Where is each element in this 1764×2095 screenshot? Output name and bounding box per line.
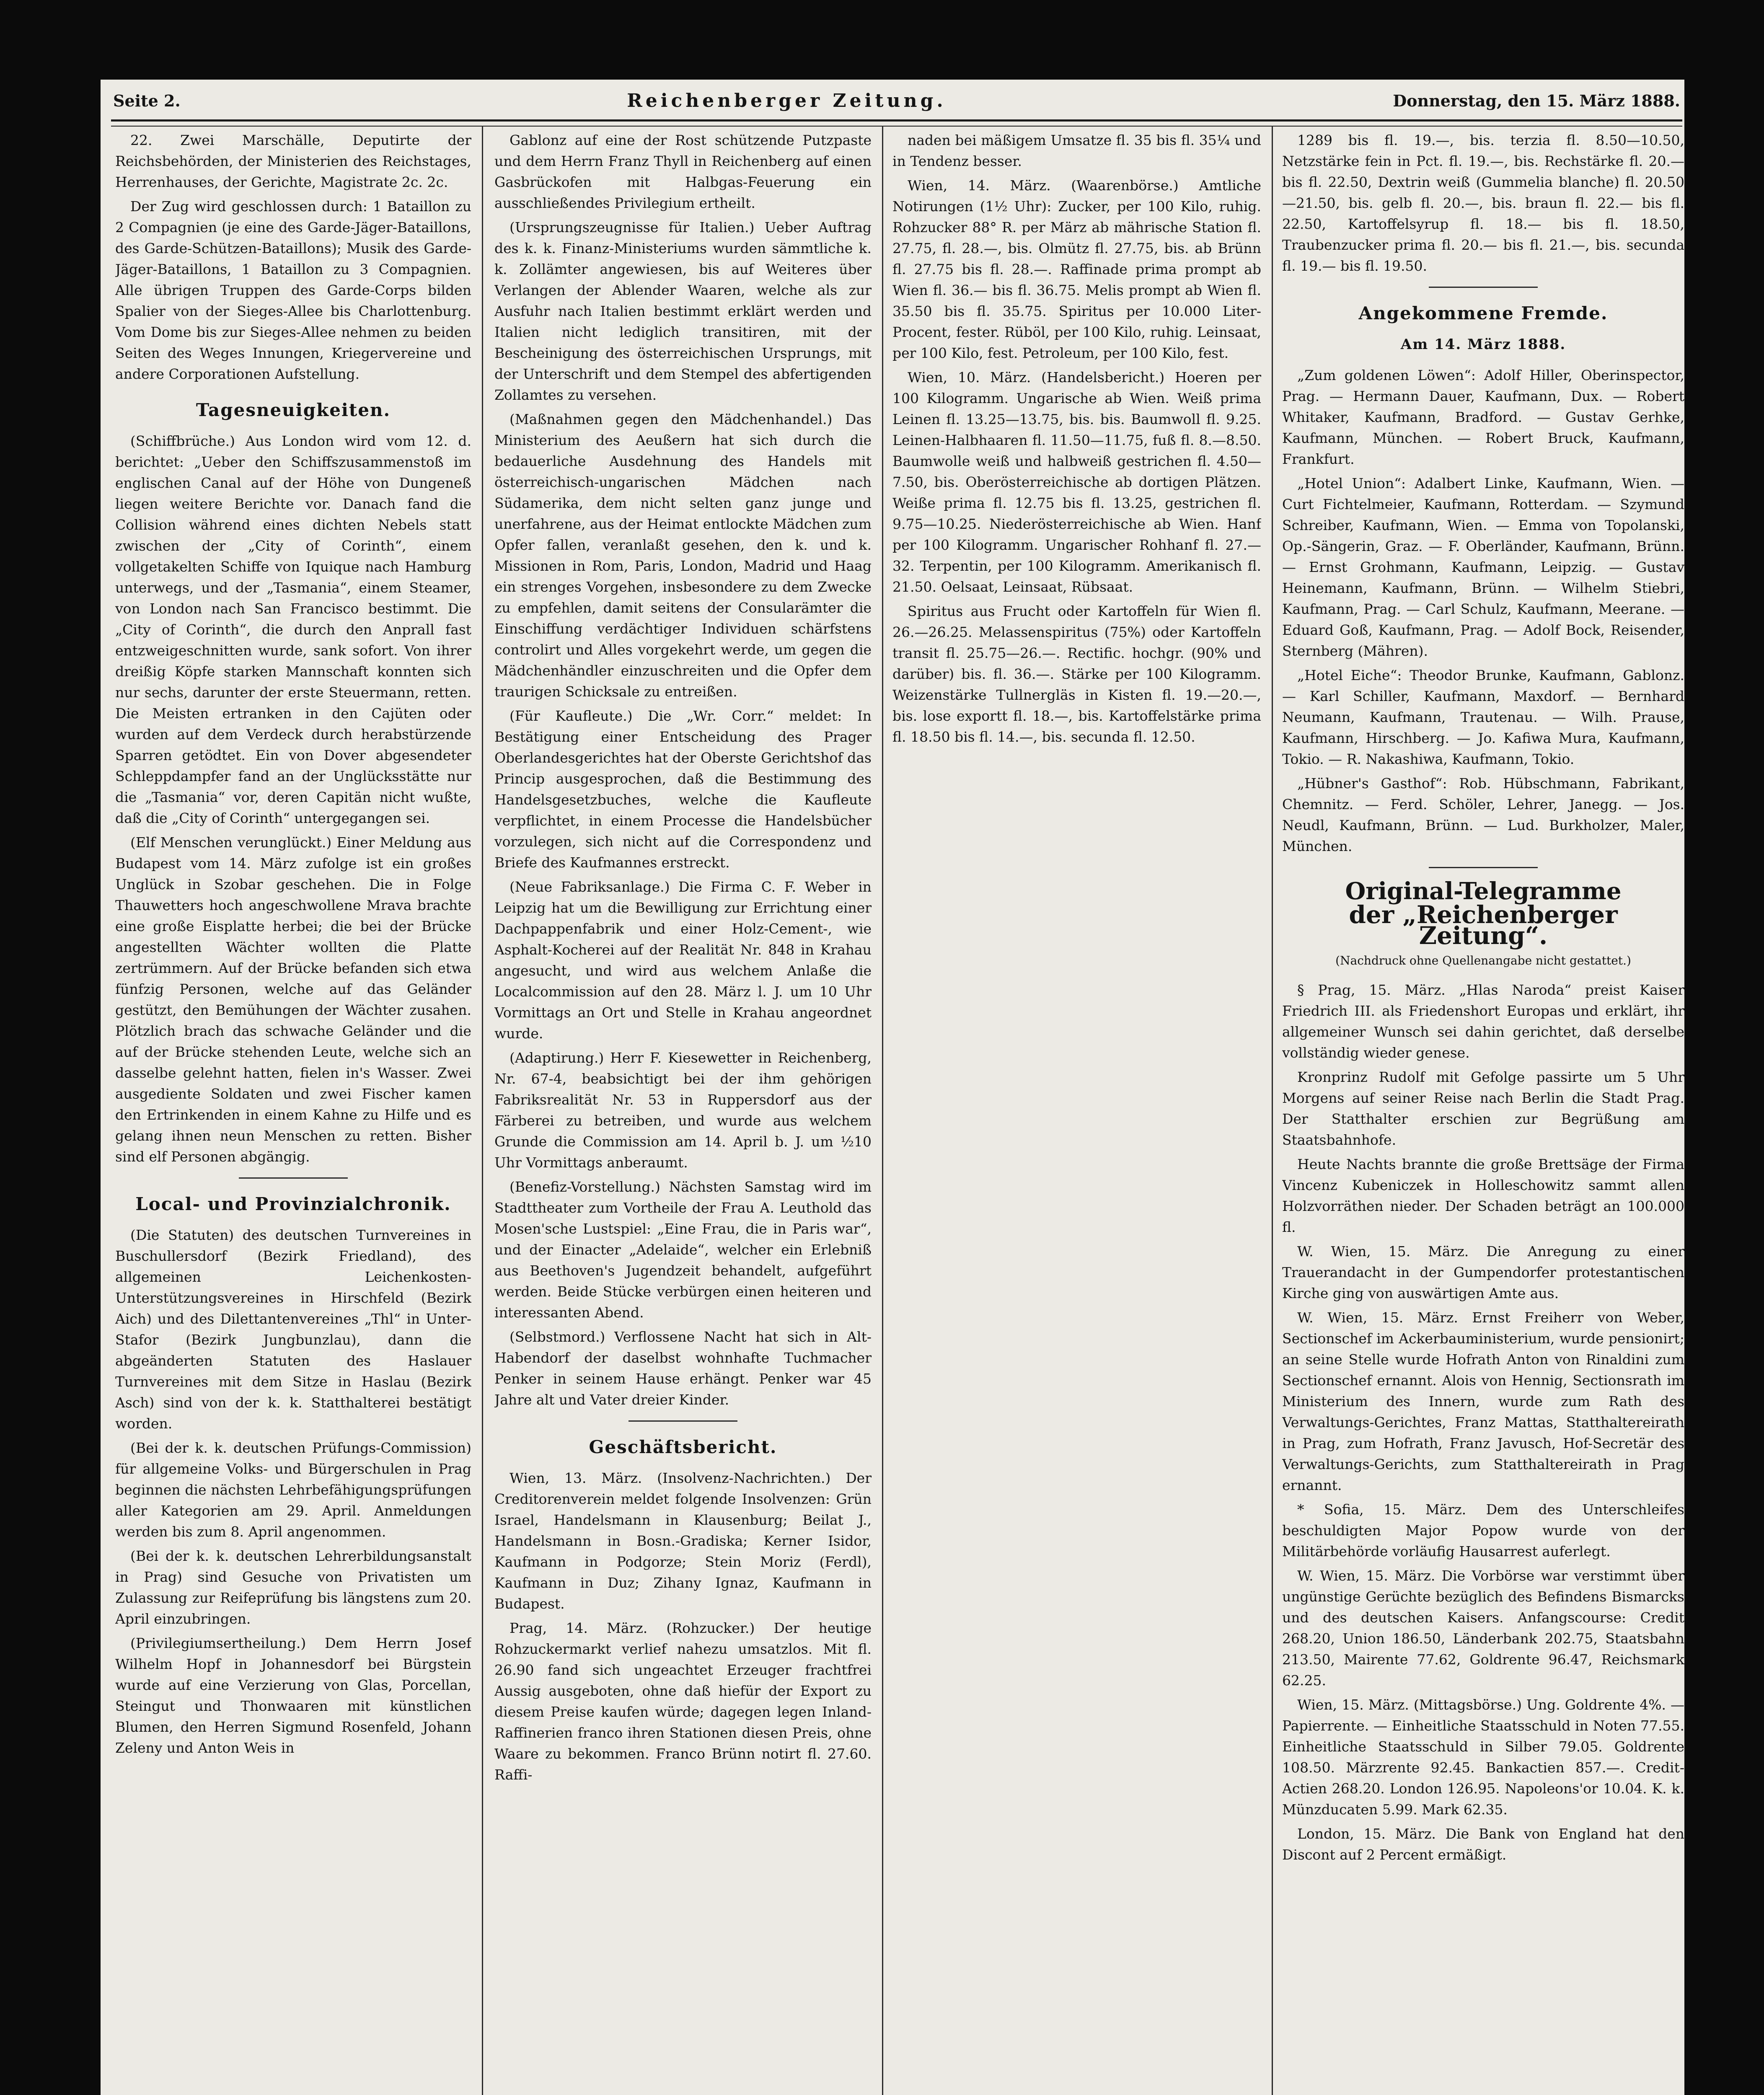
section-rule <box>1429 867 1538 868</box>
article-paragraph: § Prag, 15. März. „Hlas Naroda“ preist Kaiser Friedrich III. als Friedenshort Europas und erklärt, ihr allgemeiner Wunsch sei dahin gerichtet, daß derselbe vollständig wieder genese. <box>1282 982 1684 1061</box>
article-paragraph: W. Wien, 15. März. Die Anregung zu einer Trauerandacht in der Gumpendorfer protestantischen Kirche ging von auswärtigen Amte aus. <box>1282 1243 1684 1301</box>
article-paragraph: (Ursprungszeugnisse für Italien.) Ueber Auftrag des k. k. Finanz-Ministeriums wurden sämmtliche k. k. Zollämter angewiesen, bis auf Weiteres über Verlangen der Ablender Waaren, welche als zur Ausfuhr nach Italien bestimmt erklärt werden und Italien nicht lediglich transitiren, mit der Bescheinigung des österreichischen Ursprungs, mit der Unterschrift und dem Stempel des abfertigenden Zollamtes zu versehen. <box>494 219 872 403</box>
article-paragraph: London, 15. März. Die Bank von England hat den Discont auf 2 Percent ermäßigt. <box>1282 1826 1684 1863</box>
section-rule <box>1429 287 1538 288</box>
section-heading: Angekommene Fremde. <box>1358 303 1608 323</box>
article-paragraph: W. Wien, 15. März. Die Vorbörse war verstimmt über ungünstige Gerüchte bezüglich des Befindens Bismarcks und des deutschen Kaisers. Anfangscourse: Credit 268.20, Union 186.50, Länderbank 202.75, Staatsbahn 213.50, Mairente 77.62, Goldrente 96.47, Reichsmark 62.25. <box>1282 1567 1684 1689</box>
article-paragraph: * Sofia, 15. März. Dem des Unterschleifes beschuldigten Major Popow wurde von der Militärbehörde vorläufig Hausarrest auferlegt. <box>1282 1501 1684 1560</box>
article-paragraph: Wien, 10. März. (Handelsbericht.) Hoeren per 100 Kilogramm. Ungarische ab Wien. Weiß prima Leinen fl. 13.25—13.75, bis. bis. Baumwoll fl. 9.25. Leinen-Halbhaaren fl. 11.50—11.75, fuß fl. 8.—8.50. Baumwolle weiß und halbweiß gestrichen fl. 4.50—7.50, bis. Oberösterreichische ab dortigen Plätzen. Weiße prima fl. 12.75 bis fl. 13.25, gestrichen fl. 9.75—10.25. Niederösterreichische ab Wien. Hanf per 100 Kilogramm. Ungarischer Rohhanf fl. 27.—32. Terpentin, per 100 Kilogramm. Amerikanisch fl. 21.50. Oelsaat, Leinsaat, Rübsaat. <box>892 369 1261 595</box>
article-paragraph: Gablonz auf eine der Rost schützende Putzpaste und dem Herrn Franz Thyll in Reichenberg auf einen Gasbrückofen mit Halbgas-Feuerung ein ausschließendes Privilegium ertheilt. <box>494 132 872 211</box>
newspaper-title: Reichenberger Zeitung. <box>627 90 947 111</box>
article-paragraph: (Für Kaufleute.) Die „Wr. Corr.“ meldet: In Bestätigung einer Entscheidung des Prager Oberlandesgerichtes hat der Oberste Gerichtshof das Princip ausgesprochen, daß die Bestimmung des Handelsgesetzbuches, welche die Kaufleute verpflichtet, in einem Processe die Handelsbücher vorzulegen, sich nicht auf die Correspondenz und Briefe des Kaufmannes erstreckt. <box>494 708 872 871</box>
article-paragraph: (Bei der k. k. deutschen Lehrerbildungsanstalt in Prag) sind Gesuche von Privatisten um Zulassung zur Reifeprüfung bis längstens zum 20. April einzubringen. <box>115 1548 471 1627</box>
article-paragraph: 22. Zwei Marschälle, Deputirte der Reichsbehörden, der Ministerien des Reichstages, Herrenhauses, der Gerichte, Magistrate 2c. 2c. <box>115 132 471 190</box>
article-paragraph: 1289 bis fl. 19.—, bis. terzia fl. 8.50—10.50, Netzstärke fein in Pct. fl. 19.—, bis. Rechstärke fl. 20.— bis fl. 22.50, Dextrin weiß (Gummelia blanche) fl. 20.50—21.50, bis. gelb fl. 20.—, bis. braun fl. 22.— bis fl. 22.50, Kartoffelsyrup fl. 18.— bis fl. 18.50, Traubenzucker prima fl. 20.— bis fl. 21.—, bis. secunda fl. 19.— bis fl. 19.50. <box>1282 132 1684 274</box>
article-paragraph: Prag, 14. März. (Rohzucker.) Der heutige Rohzuckermarkt verlief nahezu umsatzlos. Mit fl. 26.90 fand sich ungeachtet Erzeuger frachtfrei Aussig ausgeboten, ohne daß hiefür der Export zu diesem Preise kaufen würde; dagegen legen Inland-Raffinerien franco ihren Stationen diesen Preis, ohne Waare zu bekommen. Franco Brünn notirt fl. 27.60. Raffi- <box>494 1620 872 1783</box>
article-paragraph: „Hotel Eiche“: Theodor Brunke, Kaufmann, Gablonz. — Karl Schiller, Kaufmann, Maxdorf. — Bernhard Neumann, Kaufmann, Trautenau. — Wilh. Prause, Kaufmann, Hirschberg. — Jo. Kafiwa Mura, Kaufmann, Tokio. — R. Nakashiwa, Kaufmann, Tokio. <box>1282 667 1684 767</box>
article-paragraph: „Hotel Union“: Adalbert Linke, Kaufmann, Wien. — Curt Fichtelmeier, Kaufmann, Rotterdam. — Szymund Schreiber, Kaufmann, Wien. — Emma von Topolanski, Op.-Sängerin, Graz. — F. Oberländer, Kaufmann, Brünn. — Ernst Grohmann, Kaufmann, Leipzig. — Gustav Heinemann, Kaufmann, Brünn. — Wilhelm Stiebri, Kaufmann, Prag. — Carl Schulz, Kaufmann, Meerane. — Eduard Goß, Kaufmann, Prag. — Adolf Bock, Reisender, Sternberg (Mähren). <box>1282 475 1684 659</box>
article-paragraph: „Hübner's Gasthof“: Rob. Hübschmann, Fabrikant, Chemnitz. — Ferd. Schöler, Lehrer, Janegg. — Jos. Neudl, Kaufmann, Brünn. — Lud. Burkholzer, Maler, München. <box>1282 775 1684 854</box>
article-paragraph: (Adaptirung.) Herr F. Kiesewetter in Reichenberg, Nr. 67-4, beabsichtigt bei der ihm gehörigen Fabriksrealität Nr. 53 in Ruppersdorf aus der Färberei zu betreiben, und wurde aus welchem Grunde die Commission am 14. April b. J. um ½10 Uhr Vormittags anberaumt. <box>494 1050 872 1171</box>
article-paragraph: (Schiffbrüche.) Aus London wird vom 12. d. berichtet: „Ueber den Schiffszusammenstoß im englischen Canal auf der Höhe von Dungeneß liegen weitere Berichte vor. Danach fand die Collision während eines dichten Nebels statt zwischen der „City of Corinth“, einem vollgetakelten Schiffe von Iquique nach Hamburg unterwegs, und der „Tasmania“, einem Steamer, von London nach San Francisco bestimmt. Die „City of Corinth“, die durch den Anprall fast entzweigeschnitten wurde, sank sofort. Von ihrer dreißig Köpfe starken Mannschaft konnten sich nur sechs, darunter der erste Steuermann, retten. Die Meisten ertranken in den Cajüten oder wurden auf dem Verdeck durch herabstürzende Sparren getödtet. Ein von Dover abgesendeter Schleppdampfer fand an der Unglücksstätte nur die „Tasmania“ vor, deren Capitän nicht wußte, daß die „City of Corinth“ untergegangen sei. <box>115 433 471 826</box>
reprint-note: (Nachdruck ohne Quellenangabe nicht gestattet.) <box>1335 954 1631 967</box>
column-2 <box>494 130 872 2095</box>
header-rule <box>111 119 1682 127</box>
column-divider <box>882 126 883 2095</box>
column-divider <box>482 126 483 2095</box>
section-rule <box>629 1420 737 1422</box>
article-paragraph: Der Zug wird geschlossen durch: 1 Bataillon zu 2 Compagnien (je eine des Garde-Jäger-Bataillons, des Garde-Schützen-Bataillons); Musik des Garde-Jäger-Bataillons, 1 Bataillon zu 3 Compagnien. Alle übrigen Truppen des Garde-Corps bilden Spalier von der Sieges-Allee bis Charlottenburg. Vom Dome bis zur Sieges-Allee nehmen zu beiden Seiten des Weges Innungen, Kriegervereine und andere Corporationen Aufstellung. <box>115 198 471 382</box>
article-paragraph: (Neue Fabriksanlage.) Die Firma C. F. Weber in Leipzig hat um die Bewilligung zur Errichtung einer Dachpappenfabrik und einer Holz-Cement-, wie Asphalt-Kocherei auf der Realität Nr. 848 in Krahau angesucht, und wird aus welchem Anlaße die Localcommission auf den 28. März l. J. um 10 Uhr Vormittags an Ort und Stelle in Krahau angeordnet wurde. <box>494 879 872 1042</box>
section-heading: Tagesneuigkeiten. <box>196 400 391 420</box>
column-1 <box>115 130 471 2095</box>
page-header <box>113 86 1680 115</box>
article-paragraph: Kronprinz Rudolf mit Gefolge passirte um 5 Uhr Morgens auf seiner Reise nach Berlin die Stadt Prag. Der Statthalter erschien zur Begrüßung am Staatsbahnhofe. <box>1282 1069 1684 1148</box>
article-paragraph: W. Wien, 15. März. Ernst Freiherr von Weber, Sectionschef im Ackerbauministerium, wurde pensionirt; an seine Stelle wurde Hofrath Anton von Rinaldini zum Sectionschef ernannt. Alois von Hennig, Sectionsrath im Ministerium des Innern, wurde zum Rath des Verwaltungs-Gerichtes, Franz Mattas, Statthaltereirath in Prag, zum Hofrath, Franz Javusch, Hof-Secretär des Verwaltungs-Gerichts, zum Statthaltereirath in Prag ernannt. <box>1282 1309 1684 1493</box>
column-3 <box>892 130 1261 2095</box>
article-paragraph: Wien, 13. März. (Insolvenz-Nachrichten.) Der Creditorenverein meldet folgende Insolvenzen: Grün Israel, Handelsmann in Klausenburg; Beilat J., Handelsmann in Bosn.-Gradiska; Kerner Isidor, Kaufmann in Podgorze; Stein Moriz (Ferdl), Kaufmann in Duz; Zihany Ignaz, Kaufmann in Budapest. <box>494 1470 872 1612</box>
section-date: Am 14. März 1888. <box>1400 336 1566 353</box>
article-paragraph: (Privilegiumsertheilung.) Dem Herrn Josef Wilhelm Hopf in Johannesdorf bei Bürgstein wurde auf eine Verzierung von Glas, Porcellan, Steingut und Thonwaaren mit künstlichen Blumen, den Herren Sigmund Rosenfeld, Johann Zeleny und Anton Weis in <box>115 1635 471 1756</box>
article-paragraph: (Maßnahmen gegen den Mädchenhandel.) Das Ministerium des Aeußern hat sich durch die bedauerliche Ausdehnung des Handels mit österreichisch-ungarischen Mädchen nach Südamerika, dem nicht selten ganz junge und unerfahrene, aus der Heimat entlockte Mädchen zum Opfer fallen, veranlaßt gesehen, den k. und k. Missionen in Rom, Paris, London, Madrid und Haag ein strenges Vorgehen, insbesondere zu dem Zwecke zu empfehlen, damit seitens der Consularämter die Einschiffung verdächtiger Individuen schärfstens controlirt und Alles vorgekehrt werde, um gegen die Mädchenhändler einzuschreiten und die Opfer dem traurigen Schicksale zu entreißen. <box>494 411 872 700</box>
column-divider <box>1272 126 1273 2095</box>
article-paragraph: Wien, 15. März. (Mittagsbörse.) Ung. Goldrente 4%. — Papierrente. — Einheitliche Staatsschuld in Noten 77.55. Einheitliche Staatsschuld in Silber 79.05. Goldrente 108.50. Märzrente 92.45. Bankactien 857.—. Credit-Actien 268.20. London 126.95. Napoleons'or 10.04. K. k. Münzducaten 5.99. Mark 62.35. <box>1282 1697 1684 1818</box>
article-paragraph: Spiritus aus Frucht oder Kartoffeln für Wien fl. 26.—26.25. Melassenspiritus (75%) oder Kartoffeln transit fl. 25.75—26.—. Rectific. hochgr. (90% und darüber) bis. fl. 36.—. Stärke per 100 Kilogramm. Weizenstärke Tullnergläs in Kisten fl. 19.—20.—, bis. lose exportt fl. 18.—, bis. Kartoffelstärke prima fl. 18.50 bis fl. 14.—, bis. secunda fl. 12.50. <box>892 603 1261 745</box>
issue-date: Donnerstag, den 15. März 1888. <box>1393 91 1680 110</box>
article-paragraph: Heute Nachts brannte die große Brettsäge der Firma Vincenz Kubeniczek in Holleschowitz sammt allen Holzvorräthen nieder. Der Schaden beträgt an 100.000 fl. <box>1282 1156 1684 1235</box>
article-paragraph: (Benefiz-Vorstellung.) Nächsten Samstag wird im Stadttheater zum Vortheile der Frau A. Leuthold das Mosen'sche Lustspiel: „Eine Frau, die in Paris war“, und der Einacter „Adelaide“, welcher ein Erlebniß aus Beethoven's Jugendzeit behandelt, aufgeführt werden. Beide Stücke verbürgen einen heiteren und interessanten Abend. <box>494 1179 872 1321</box>
section-heading: Local- und Provinzialchronik. <box>135 1194 451 1214</box>
telegram-subheading: der „Reichenberger Zeitung“. <box>1349 900 1618 950</box>
article-paragraph: naden bei mäßigem Umsatze fl. 35 bis fl. 35¼ und in Tendenz besser. <box>892 132 1261 169</box>
article-paragraph: „Zum goldenen Löwen“: Adolf Hiller, Oberinspector, Prag. — Hermann Dauer, Kaufmann, Dux. — Robert Whitaker, Kaufmann, Bradford. — Gustav Gerhke, Kaufmann, München. — Robert Bruck, Kaufmann, Frankfurt. <box>1282 367 1684 467</box>
telegram-heading: Original-Telegramme <box>1345 877 1622 905</box>
article-paragraph: (Selbstmord.) Verflossene Nacht hat sich in Alt-Habendorf der daselbst wohnhafte Tuchmacher Penker in seinem Hause erhängt. Penker war 45 Jahre alt und Vater dreier Kinder. <box>494 1329 872 1408</box>
section-rule <box>239 1177 348 1179</box>
article-paragraph: (Elf Menschen verunglückt.) Einer Meldung aus Budapest vom 14. März zufolge ist ein großes Unglück in Szobar geschehen. Die in Folge Thauwetters hoch angeschwollene Mrava brachte eine große Eisplatte herbei; die bei der Brücke angestellten Wächter wollten die Platte zertrümmern. Auf der Brücke befanden sich etwa fünfzig Personen, welche auf das Geländer gestützt, den Bemühungen der Wächter zusahen. Plötzlich brach das schwache Geländer und die auf der Brücke stehenden Leute, welche sich an dasselbe gelehnt hatten, fielen in's Wasser. Zwei ausgediente Soldaten und zwei Fischer kamen den Ertrinkenden in einem Kahne zu Hilfe und es gelang ihnen neun Menschen zu retten. Bisher sind elf Personen abgängig. <box>115 834 471 1165</box>
page-number: Seite 2. <box>113 91 181 110</box>
article-paragraph: (Bei der k. k. deutschen Prüfungs-Commission) für allgemeine Volks- und Bürgerschulen in Prag beginnen die nächsten Lehrbefähigungsprüfungen aller Kategorien am 29. April. Anmeldungen werden bis zum 8. April angenommen. <box>115 1440 471 1540</box>
article-paragraph: Wien, 14. März. (Waarenbörse.) Amtliche Notirungen (1½ Uhr): Zucker, per 100 Kilo, ruhig. Rohzucker 88° R. per März ab mährische Station fl. 27.75, fl. 28.—, bis. Olmütz fl. 27.75, bis. ab Brünn fl. 27.75 bis fl. 28.—. Raffinade prima prompt ab Wien fl. 36.— bis fl. 36.75. Melis prompt ab Wien fl. 35.50 bis fl. 35.75. Spiritus per 10.000 Liter-Procent, fester. Rüböl, per 100 Kilo, ruhig. Leinsaat, per 100 Kilo, fest. Petroleum, per 100 Kilo, fest. <box>892 177 1261 361</box>
article-paragraph: (Die Statuten) des deutschen Turnvereines in Buschullersdorf (Bezirk Friedland), des allgemeinen Leichenkosten-Unterstützungsvereines in Hirschfeld (Bezirk Aich) und des Dilettantenvereines „Thl“ in Unter-Stafor (Bezirk Jungbunzlau), dann die abgeänderten Statuten des Haslauer Turnvereines mit dem Sitze in Haslau (Bezirk Asch) sind von der k. k. Statthalterei bestätigt worden. <box>115 1227 471 1432</box>
column-4 <box>1282 130 1684 2095</box>
section-heading: Geschäftsbericht. <box>589 1437 777 1457</box>
